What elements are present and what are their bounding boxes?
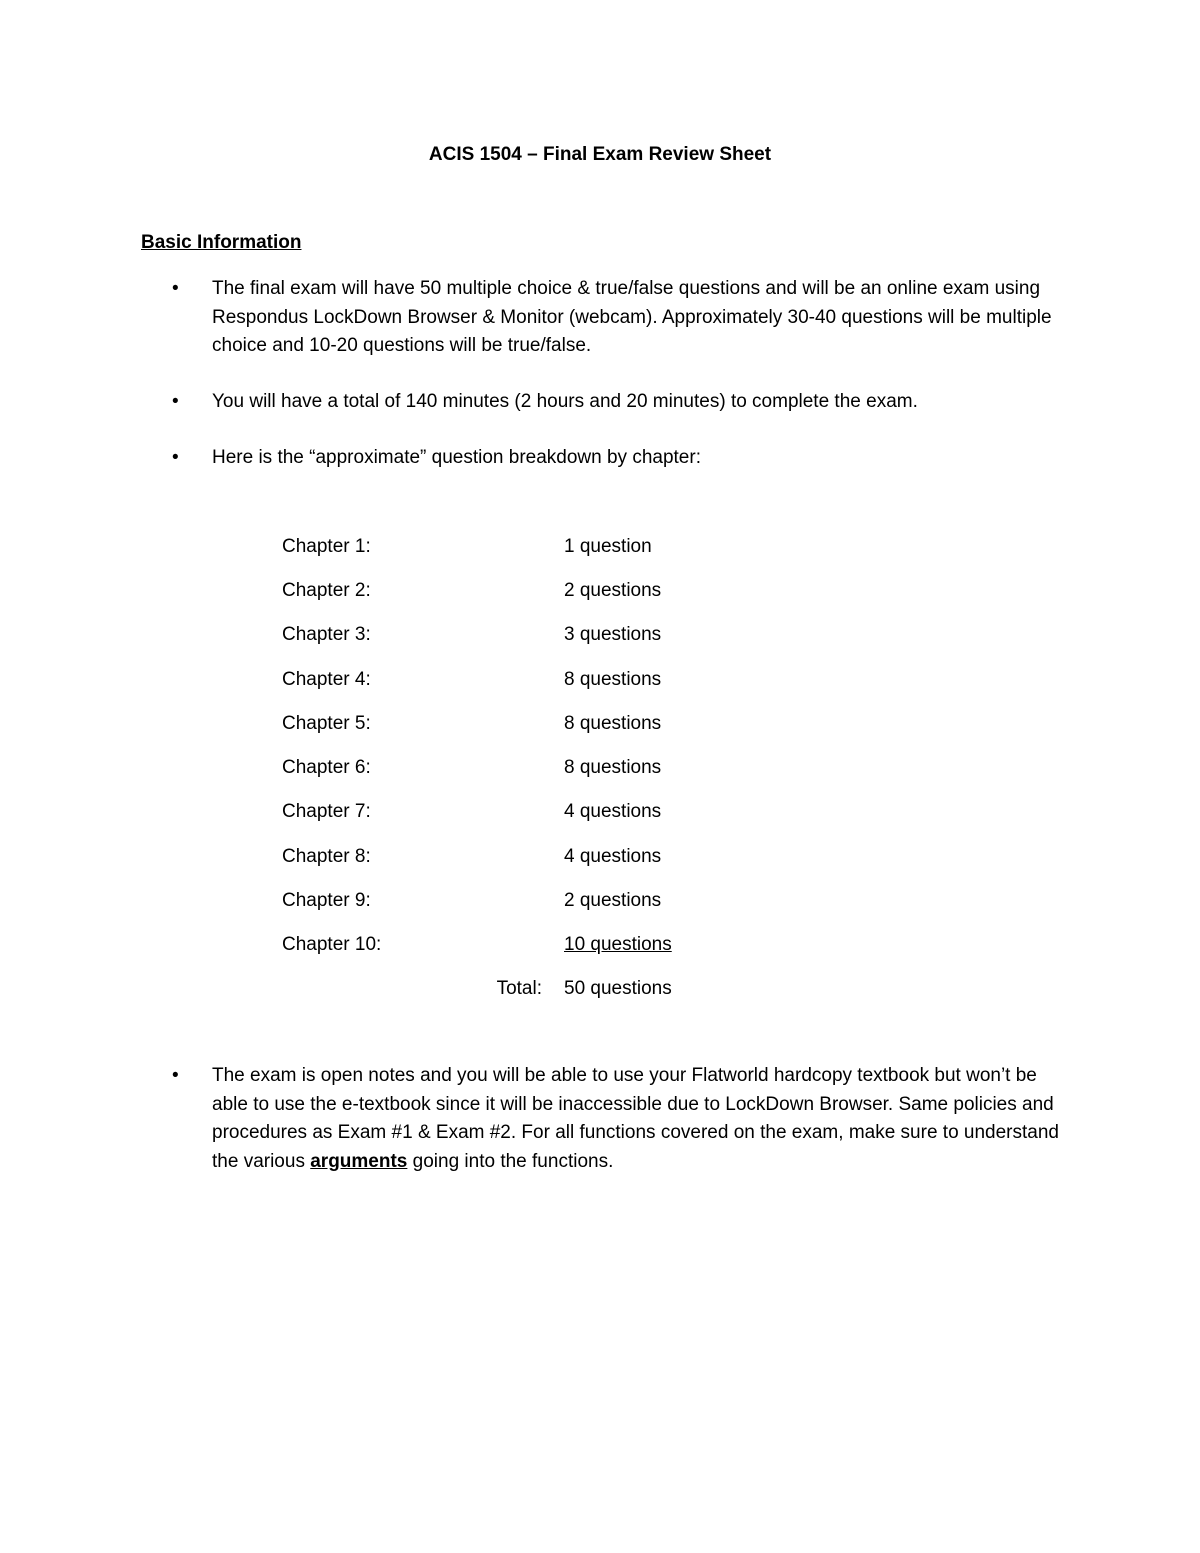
chapter-label: Chapter 10: — [282, 934, 382, 955]
chapter-question-count: 2 questions — [564, 890, 662, 911]
chapter-question-count: 10 questions — [564, 934, 672, 955]
chapter-row — [0, 931, 1200, 959]
chapter-question-count: 3 questions — [564, 624, 662, 645]
chapter-question-count: 1 question — [564, 536, 652, 557]
bullet-text — [212, 1062, 1062, 1176]
chapter-question-count: 4 questions — [564, 801, 662, 822]
bullet-text-before: The exam is open notes and you will be able to use your Flatworld hardcopy textbook but won’t be able to use the e-textbook since it will be inaccessible due to LockDown Browser. Same policies and procedures as Exam #1 & Exam #2. For all functions covered on the exam, make sure to understand the various — [212, 1065, 1059, 1172]
bullet-icon: • — [172, 278, 179, 299]
chapter-row — [0, 798, 1200, 826]
chapter-label: Chapter 7: — [282, 801, 371, 822]
chapter-label: Chapter 6: — [282, 757, 371, 778]
bullet-text-after: going into the functions. — [407, 1150, 614, 1172]
chapter-question-count: 4 questions — [564, 846, 662, 867]
bullet-icon: • — [172, 447, 179, 468]
chapter-question-count: 8 questions — [564, 713, 662, 734]
bullet-text: You will have a total of 140 minutes (2 hours and 20 minutes) to complete the exam. — [212, 391, 918, 412]
bullet-emphasis-arguments: arguments — [310, 1150, 408, 1172]
chapter-label: Chapter 5: — [282, 713, 371, 734]
bullet-icon: • — [172, 1065, 179, 1086]
chapter-row — [0, 533, 1200, 561]
total-row — [0, 975, 1200, 1003]
section-heading-basic-information: Basic Information — [141, 232, 302, 253]
chapter-question-count: 2 questions — [564, 580, 662, 601]
total-label: Total: — [496, 978, 542, 999]
chapter-label: Chapter 8: — [282, 846, 371, 867]
chapter-label: Chapter 1: — [282, 536, 371, 557]
chapter-row — [0, 754, 1200, 782]
bullet-text: Here is the “approximate” question breakdown by chapter: — [212, 447, 701, 468]
chapter-row — [0, 666, 1200, 694]
chapter-question-count: 8 questions — [564, 669, 662, 690]
chapter-row — [0, 887, 1200, 915]
page-title: ACIS 1504 – Final Exam Review Sheet — [428, 144, 772, 165]
bullet-icon: • — [172, 391, 179, 412]
bullet-text: The final exam will have 50 multiple choice & true/false questions and will be an online exam using Respondus LockDown Browser & Monitor (webcam). Approximately 30-40 questions will be multiple choice and 10-20 questions will be true/false. — [212, 278, 1052, 356]
chapter-row — [0, 621, 1200, 649]
chapter-question-count: 8 questions — [564, 757, 662, 778]
chapter-row — [0, 577, 1200, 605]
chapter-label: Chapter 9: — [282, 890, 371, 911]
chapter-row — [0, 843, 1200, 871]
chapter-row — [0, 710, 1200, 738]
chapter-label: Chapter 4: — [282, 669, 371, 690]
chapter-label: Chapter 2: — [282, 580, 371, 601]
total-question-count: 50 questions — [564, 978, 672, 999]
chapter-label: Chapter 3: — [282, 624, 371, 645]
